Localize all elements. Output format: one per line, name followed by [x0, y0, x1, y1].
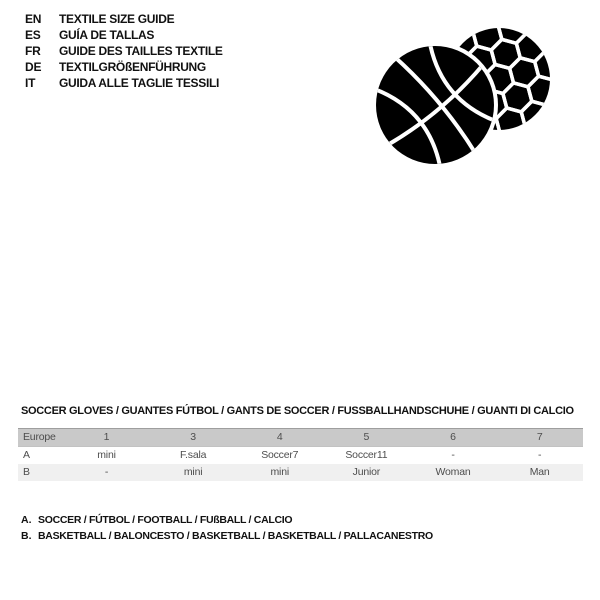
table-header-cell: Europe — [23, 431, 56, 443]
language-label: GUIDE DES TAILLES TEXTILE — [59, 44, 223, 58]
table-cell: Soccer11 — [345, 449, 388, 461]
footnote-text: BASKETBALL / BALONCESTO / BASKETBALL / BASKETBALL / PALLACANESTRO — [38, 530, 433, 542]
table-cell: Soccer7 — [261, 449, 299, 461]
table-cell: Junior — [352, 466, 381, 478]
footnote-label: B. — [21, 530, 32, 542]
language-row-en — [25, 11, 223, 27]
table-cell: - — [538, 449, 542, 461]
table-cell: mini — [183, 466, 203, 478]
balls-svg — [357, 16, 557, 176]
language-code: IT — [25, 76, 36, 90]
language-code: DE — [25, 60, 42, 74]
language-label: TEXTILE SIZE GUIDE — [59, 12, 175, 26]
table-cell: F.sala — [180, 449, 207, 461]
table-row-b — [18, 464, 583, 481]
table-header-cell: 7 — [536, 431, 543, 443]
size-table — [18, 428, 583, 481]
language-label: GUÍA DE TALLAS — [59, 28, 155, 42]
table-header-cell: 5 — [363, 431, 370, 443]
table-cell: Man — [529, 466, 550, 478]
footnote-a — [21, 512, 583, 528]
language-row-it — [25, 75, 223, 91]
language-row-fr — [25, 43, 223, 59]
table-cell: - — [104, 466, 109, 478]
table-row-a — [18, 447, 583, 465]
table-cell: mini — [270, 466, 289, 478]
table-header-cell: 6 — [450, 431, 456, 443]
size-table-title: SOCCER GLOVES / GUANTES FÚTBOL / GANTS DE SOCCER / FUSSBALLHANDSCHUHE / GUANTI DI CALCIO — [21, 405, 574, 417]
table-cell: - — [451, 449, 455, 461]
table-header-cell: 1 — [103, 431, 110, 443]
language-code: FR — [25, 44, 41, 58]
table-header-row — [18, 429, 583, 447]
footnote-label: A. — [21, 514, 32, 526]
language-list — [25, 11, 223, 91]
language-row-de — [25, 59, 223, 75]
table-cell: mini — [97, 449, 116, 461]
table-cell: Woman — [435, 466, 471, 478]
footnote-b — [21, 528, 583, 544]
table-row-label: B — [23, 466, 30, 478]
table-row-label: A — [23, 449, 30, 461]
size-guide-section — [18, 405, 583, 544]
language-label: GUIDA ALLE TAGLIE TESSILI — [59, 76, 220, 90]
footnotes — [21, 512, 583, 544]
language-code: EN — [25, 12, 42, 26]
language-code: ES — [25, 28, 41, 42]
table-header-cell: 4 — [276, 431, 283, 443]
language-label: TEXTILGRÖßENFÜHRUNG — [59, 60, 206, 74]
table-header-cell: 3 — [190, 431, 196, 443]
footnote-text: SOCCER / FÚTBOL / FOOTBALL / FUßBALL / CALCIO — [38, 514, 293, 526]
language-row-es — [25, 27, 223, 43]
basketball-and-soccer-ball-icon — [357, 16, 557, 176]
